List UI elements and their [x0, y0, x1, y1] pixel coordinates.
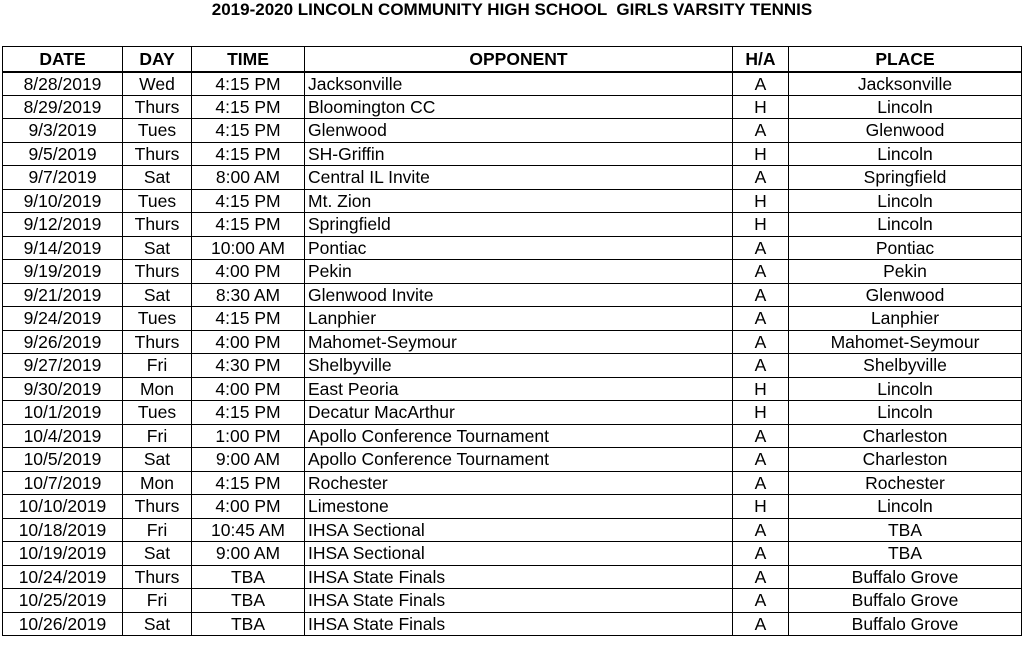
home-away-cell: A: [733, 471, 789, 495]
opponent-cell: Pekin: [305, 260, 733, 284]
time-cell: TBA: [192, 589, 305, 613]
date-cell: 9/27/2019: [3, 354, 123, 378]
schedule-table: [2, 46, 1022, 636]
place-cell: Lincoln: [789, 401, 1022, 425]
place-cell: Lincoln: [789, 377, 1022, 401]
day-cell: Fri: [123, 424, 192, 448]
date-cell: 10/10/2019: [3, 495, 123, 519]
table-row: [3, 401, 1022, 425]
home-away-cell: A: [733, 518, 789, 542]
day-cell: Fri: [123, 354, 192, 378]
date-cell: 9/26/2019: [3, 330, 123, 354]
date-cell: 10/25/2019: [3, 589, 123, 613]
time-cell: 4:15 PM: [192, 189, 305, 213]
time-cell: 4:15 PM: [192, 307, 305, 331]
opponent-cell: Mahomet-Seymour: [305, 330, 733, 354]
time-cell: 4:15 PM: [192, 401, 305, 425]
place-cell: Lincoln: [789, 495, 1022, 519]
date-cell: 10/1/2019: [3, 401, 123, 425]
column-header-time: TIME: [192, 47, 305, 72]
column-header-day: DAY: [123, 47, 192, 72]
date-cell: 9/10/2019: [3, 189, 123, 213]
time-cell: 10:45 AM: [192, 518, 305, 542]
place-cell: Pekin: [789, 260, 1022, 284]
opponent-cell: Springfield: [305, 213, 733, 237]
date-cell: 8/29/2019: [3, 95, 123, 119]
date-cell: 9/14/2019: [3, 236, 123, 260]
place-cell: Pontiac: [789, 236, 1022, 260]
opponent-cell: Pontiac: [305, 236, 733, 260]
place-cell: Shelbyville: [789, 354, 1022, 378]
place-cell: Rochester: [789, 471, 1022, 495]
home-away-cell: H: [733, 95, 789, 119]
day-cell: Tues: [123, 119, 192, 143]
date-cell: 10/4/2019: [3, 424, 123, 448]
table-row: [3, 518, 1022, 542]
day-cell: Thurs: [123, 565, 192, 589]
opponent-cell: Apollo Conference Tournament: [305, 448, 733, 472]
day-cell: Sat: [123, 612, 192, 636]
date-cell: 10/7/2019: [3, 471, 123, 495]
home-away-cell: A: [733, 307, 789, 331]
table-row: [3, 424, 1022, 448]
time-cell: 4:30 PM: [192, 354, 305, 378]
day-cell: Thurs: [123, 260, 192, 284]
home-away-cell: A: [733, 72, 789, 96]
day-cell: Tues: [123, 189, 192, 213]
opponent-cell: Glenwood Invite: [305, 283, 733, 307]
opponent-cell: Shelbyville: [305, 354, 733, 378]
time-cell: TBA: [192, 565, 305, 589]
time-cell: 4:00 PM: [192, 377, 305, 401]
page-title: 2019-2020 LINCOLN COMMUNITY HIGH SCHOOL GIRLS VARSITY TENNIS: [211, 0, 813, 19]
time-cell: 4:15 PM: [192, 142, 305, 166]
place-cell: Springfield: [789, 166, 1022, 190]
home-away-cell: A: [733, 448, 789, 472]
place-cell: Glenwood: [789, 283, 1022, 307]
opponent-cell: East Peoria: [305, 377, 733, 401]
opponent-cell: Central IL Invite: [305, 166, 733, 190]
time-cell: TBA: [192, 612, 305, 636]
day-cell: Sat: [123, 166, 192, 190]
date-cell: 9/7/2019: [3, 166, 123, 190]
table-row: [3, 72, 1022, 96]
opponent-cell: Rochester: [305, 471, 733, 495]
home-away-cell: A: [733, 424, 789, 448]
column-header-opponent: OPPONENT: [305, 47, 733, 72]
time-cell: 4:15 PM: [192, 119, 305, 143]
time-cell: 4:00 PM: [192, 330, 305, 354]
home-away-cell: A: [733, 166, 789, 190]
day-cell: Wed: [123, 72, 192, 96]
day-cell: Mon: [123, 471, 192, 495]
column-header-place: PLACE: [789, 47, 1022, 72]
day-cell: Sat: [123, 542, 192, 566]
day-cell: Sat: [123, 236, 192, 260]
date-cell: 9/24/2019: [3, 307, 123, 331]
place-cell: Buffalo Grove: [789, 589, 1022, 613]
opponent-cell: Jacksonville: [305, 72, 733, 96]
day-cell: Sat: [123, 283, 192, 307]
day-cell: Thurs: [123, 142, 192, 166]
home-away-cell: A: [733, 565, 789, 589]
place-cell: Jacksonville: [789, 72, 1022, 96]
home-away-cell: H: [733, 142, 789, 166]
home-away-cell: A: [733, 354, 789, 378]
opponent-cell: Mt. Zion: [305, 189, 733, 213]
date-cell: 9/19/2019: [3, 260, 123, 284]
opponent-cell: Apollo Conference Tournament: [305, 424, 733, 448]
time-cell: 4:15 PM: [192, 471, 305, 495]
time-cell: 9:00 AM: [192, 542, 305, 566]
place-cell: Lincoln: [789, 142, 1022, 166]
table-row: [3, 95, 1022, 119]
day-cell: Mon: [123, 377, 192, 401]
date-cell: 10/24/2019: [3, 565, 123, 589]
table-row: [3, 307, 1022, 331]
home-away-cell: A: [733, 119, 789, 143]
home-away-cell: A: [733, 283, 789, 307]
time-cell: 1:00 PM: [192, 424, 305, 448]
home-away-cell: A: [733, 260, 789, 284]
time-cell: 4:15 PM: [192, 213, 305, 237]
day-cell: Sat: [123, 448, 192, 472]
date-cell: 9/30/2019: [3, 377, 123, 401]
opponent-cell: IHSA State Finals: [305, 589, 733, 613]
date-cell: 10/26/2019: [3, 612, 123, 636]
opponent-cell: Limestone: [305, 495, 733, 519]
time-cell: 8:30 AM: [192, 283, 305, 307]
opponent-cell: SH-Griffin: [305, 142, 733, 166]
home-away-cell: A: [733, 330, 789, 354]
day-cell: Thurs: [123, 495, 192, 519]
time-cell: 4:15 PM: [192, 95, 305, 119]
table-row: [3, 448, 1022, 472]
place-cell: Lincoln: [789, 213, 1022, 237]
table-row: [3, 142, 1022, 166]
place-cell: TBA: [789, 518, 1022, 542]
place-cell: Lanphier: [789, 307, 1022, 331]
home-away-cell: A: [733, 612, 789, 636]
opponent-cell: Lanphier: [305, 307, 733, 331]
place-cell: TBA: [789, 542, 1022, 566]
home-away-cell: H: [733, 401, 789, 425]
table-row: [3, 330, 1022, 354]
day-cell: Tues: [123, 401, 192, 425]
home-away-cell: A: [733, 236, 789, 260]
home-away-cell: A: [733, 589, 789, 613]
table-row: [3, 565, 1022, 589]
day-cell: Fri: [123, 589, 192, 613]
column-header-home-away: H/A: [733, 47, 789, 72]
place-cell: Charleston: [789, 424, 1022, 448]
table-row: [3, 542, 1022, 566]
time-cell: 10:00 AM: [192, 236, 305, 260]
opponent-cell: IHSA State Finals: [305, 565, 733, 589]
date-cell: 8/28/2019: [3, 72, 123, 96]
date-cell: 10/18/2019: [3, 518, 123, 542]
place-cell: Lincoln: [789, 189, 1022, 213]
table-row: [3, 213, 1022, 237]
table-row: [3, 354, 1022, 378]
home-away-cell: H: [733, 189, 789, 213]
table-row: [3, 495, 1022, 519]
header-row: [3, 47, 1022, 72]
date-cell: 9/21/2019: [3, 283, 123, 307]
time-cell: 4:00 PM: [192, 260, 305, 284]
home-away-cell: A: [733, 542, 789, 566]
date-cell: 9/3/2019: [3, 119, 123, 143]
table-row: [3, 612, 1022, 636]
day-cell: Thurs: [123, 95, 192, 119]
opponent-cell: IHSA State Finals: [305, 612, 733, 636]
day-cell: Tues: [123, 307, 192, 331]
opponent-cell: Bloomington CC: [305, 95, 733, 119]
table-row: [3, 236, 1022, 260]
home-away-cell: H: [733, 377, 789, 401]
date-cell: 9/12/2019: [3, 213, 123, 237]
day-cell: Thurs: [123, 330, 192, 354]
home-away-cell: H: [733, 495, 789, 519]
place-cell: Buffalo Grove: [789, 565, 1022, 589]
place-cell: Mahomet-Seymour: [789, 330, 1022, 354]
home-away-cell: H: [733, 213, 789, 237]
table-row: [3, 377, 1022, 401]
table-row: [3, 283, 1022, 307]
opponent-cell: IHSA Sectional: [305, 518, 733, 542]
place-cell: Glenwood: [789, 119, 1022, 143]
table-row: [3, 260, 1022, 284]
column-header-date: DATE: [3, 47, 123, 72]
day-cell: Thurs: [123, 213, 192, 237]
table-row: [3, 589, 1022, 613]
opponent-cell: Decatur MacArthur: [305, 401, 733, 425]
table-row: [3, 119, 1022, 143]
table-row: [3, 189, 1022, 213]
date-cell: 10/19/2019: [3, 542, 123, 566]
opponent-cell: Glenwood: [305, 119, 733, 143]
table-row: [3, 166, 1022, 190]
time-cell: 9:00 AM: [192, 448, 305, 472]
time-cell: 4:00 PM: [192, 495, 305, 519]
opponent-cell: IHSA Sectional: [305, 542, 733, 566]
time-cell: 4:15 PM: [192, 72, 305, 96]
day-cell: Fri: [123, 518, 192, 542]
place-cell: Charleston: [789, 448, 1022, 472]
place-cell: Lincoln: [789, 95, 1022, 119]
time-cell: 8:00 AM: [192, 166, 305, 190]
date-cell: 9/5/2019: [3, 142, 123, 166]
date-cell: 10/5/2019: [3, 448, 123, 472]
table-row: [3, 471, 1022, 495]
place-cell: Buffalo Grove: [789, 612, 1022, 636]
